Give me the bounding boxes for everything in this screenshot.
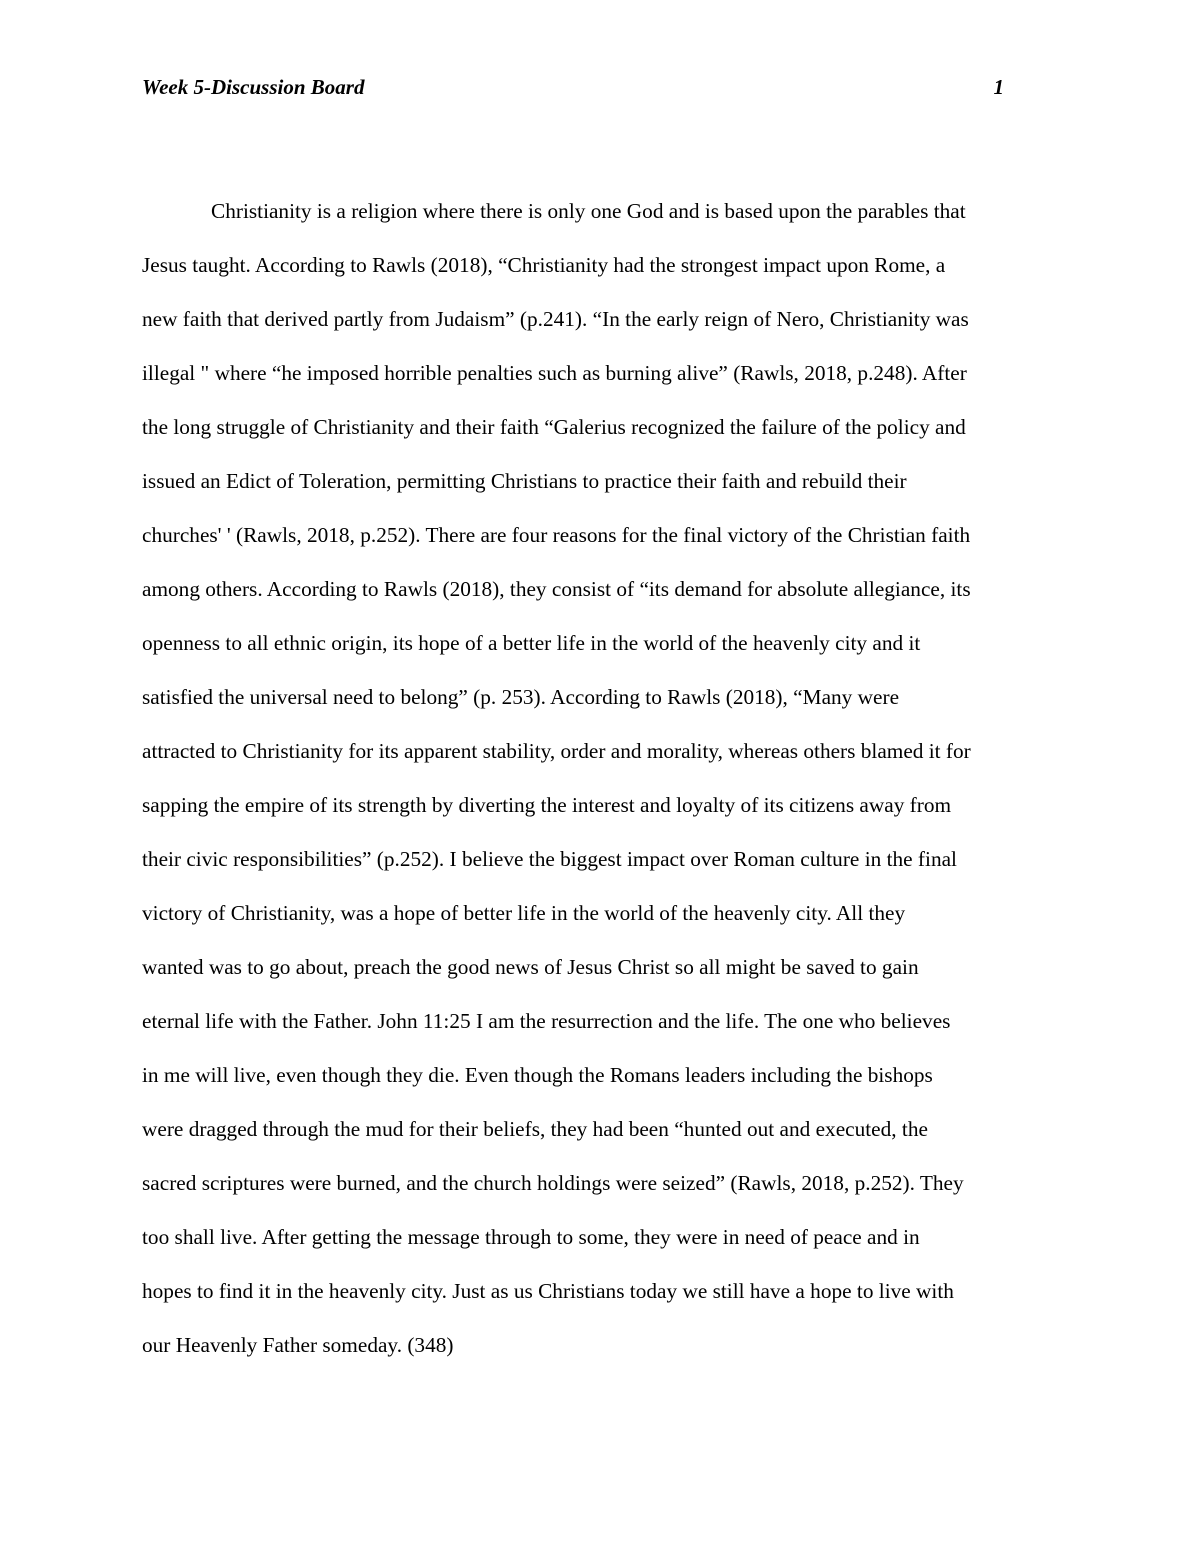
text-line: Jesus taught. According to Rawls (2018), “Christianity had the strongest impact upon Rome, a [142, 253, 946, 277]
text-line: churches' ' (Rawls, 2018, p.252). There are four reasons for the final victory of the Christian faith [142, 523, 971, 547]
text-line: their civic responsibilities” (p.252). I believe the biggest impact over Roman culture in the final [142, 847, 957, 871]
text-line: wanted was to go about, preach the good news of Jesus Christ so all might be saved to gain [142, 955, 919, 979]
text-line: eternal life with the Father. John 11:25 I am the resurrection and the life. The one who believes [142, 1009, 951, 1033]
page-header [142, 70, 1004, 104]
text-line: in me will live, even though they die. Even though the Romans leaders including the bishops [142, 1063, 933, 1087]
text-line: Christianity is a religion where there is only one God and is based upon the parables that [211, 199, 966, 223]
text-line: sacred scriptures were burned, and the church holdings were seized” (Rawls, 2018, p.252). They [142, 1171, 964, 1195]
text-line: new faith that derived partly from Judaism” (p.241). “In the early reign of Nero, Christianity was [142, 307, 969, 331]
header-title: Week 5-Discussion Board [142, 75, 365, 99]
text-line: too shall live. After getting the message through to some, they were in need of peace and in [142, 1225, 920, 1249]
text-line: victory of Christianity, was a hope of better life in the world of the heavenly city. All they [142, 901, 906, 925]
text-line: illegal " where “he imposed horrible penalties such as burning alive” (Rawls, 2018, p.248). After [142, 361, 967, 385]
text-line: hopes to find it in the heavenly city. Just as us Christians today we still have a hope to live with [142, 1279, 954, 1303]
text-line: among others. According to Rawls (2018), they consist of “its demand for absolute allegiance, its [142, 577, 971, 601]
text-line: our Heavenly Father someday. (348) [142, 1333, 454, 1357]
text-line: were dragged through the mud for their beliefs, they had been “hunted out and executed, the [142, 1117, 928, 1141]
text-line: the long struggle of Christianity and their faith “Galerius recognized the failure of the policy and [142, 415, 966, 439]
page-number: 1 [993, 75, 1004, 99]
text-line: satisfied the universal need to belong” (p. 253). According to Rawls (2018), “Many were [142, 685, 900, 709]
text-line: attracted to Christianity for its apparent stability, order and morality, whereas others blamed it for [142, 739, 971, 763]
text-line: issued an Edict of Toleration, permitting Christians to practice their faith and rebuild their [142, 469, 907, 493]
text-line: openness to all ethnic origin, its hope of a better life in the world of the heavenly city and it [142, 631, 921, 655]
text-line: sapping the empire of its strength by diverting the interest and loyalty of its citizens away from [142, 793, 952, 817]
body-paragraph [142, 184, 1062, 1372]
